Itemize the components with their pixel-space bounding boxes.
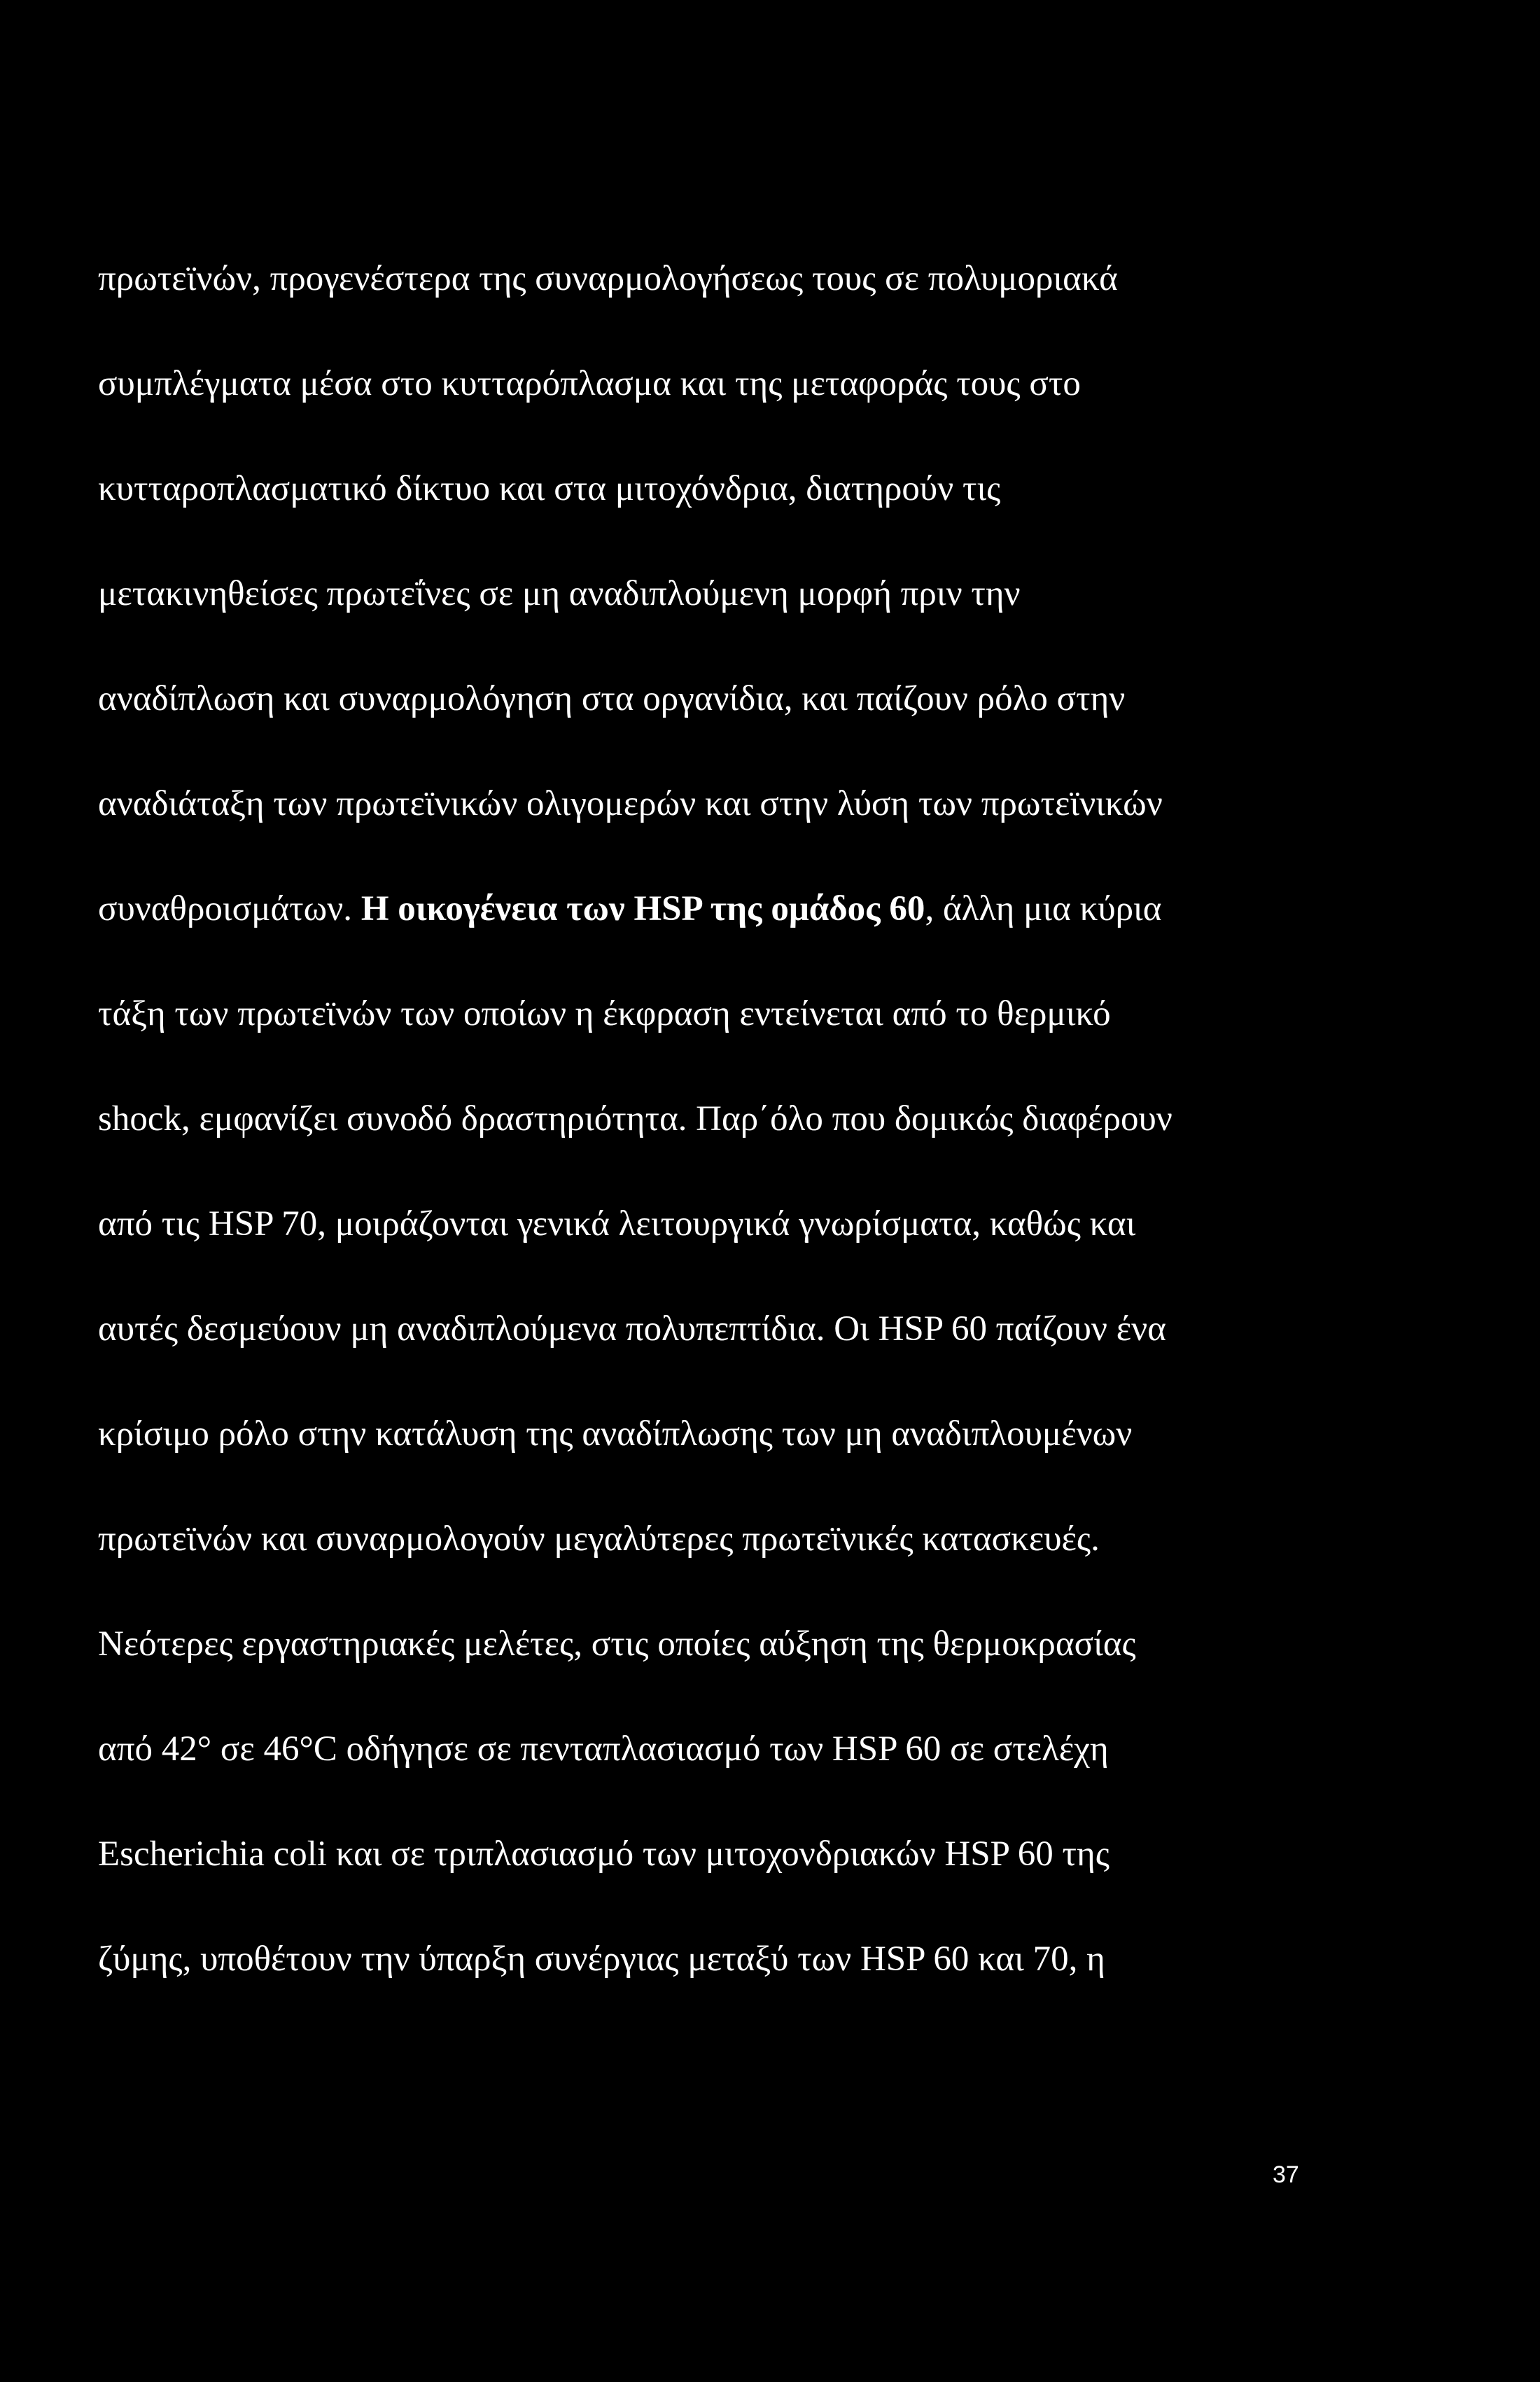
text-line-7-post: , άλλη μια κύρια: [925, 889, 1162, 928]
text-line-13-content: πρωτεϊνών και συναρμολογούν μεγαλύτερες πρωτεϊνικές κατασκευές.: [98, 1519, 1100, 1559]
text-line-17: [98, 1938, 1463, 2043]
text-line-7: [98, 888, 1463, 993]
text-line-12-content: κρίσιμο ρόλο στην κατάλυση της αναδίπλωσης των μη αναδιπλουμένων: [98, 1414, 1133, 1454]
text-line-1: [98, 258, 1463, 363]
text-line-12: [98, 1413, 1463, 1518]
text-line-16-content: Escherichia coli και σε τριπλασιασμό των μιτοχονδριακών HSP 60 της: [98, 1834, 1110, 1874]
text-line-9-content: shock, εμφανίζει συνοδό δραστηριότητα. Παρ΄όλο που δομικώς διαφέρουν: [98, 1099, 1172, 1138]
text-line-7-pre: συναθροισμάτων.: [98, 889, 361, 928]
text-line-11: [98, 1308, 1463, 1413]
text-line-10: [98, 1203, 1463, 1308]
text-line-4: [98, 573, 1463, 678]
page-number: 37: [1273, 2161, 1299, 2188]
text-line-15: [98, 1728, 1463, 1833]
text-line-15-content: από 42° σε 46°C οδήγησε σε πενταπλασιασμό των HSP 60 σε στελέχη: [98, 1729, 1109, 1769]
text-line-13: [98, 1518, 1463, 1623]
text-line-5: [98, 678, 1463, 783]
text-line-5-content: αναδίπλωση και συναρμολόγηση στα οργανίδια, και παίζουν ρόλο στην: [98, 679, 1126, 718]
text-line-10-content: από τις HSP 70, μοιράζονται γενικά λειτουργικά γνωρίσματα, καθώς και: [98, 1204, 1136, 1244]
text-line-3: [98, 468, 1463, 573]
text-line-11-content: αυτές δεσμεύουν μη αναδιπλούμενα πολυπεπτίδια. Οι HSP 60 παίζουν ένα: [98, 1309, 1166, 1349]
text-line-4-content: μετακινηθείσες πρωτεΐνες σε μη αναδιπλούμενη μορφή πριν την: [98, 574, 1021, 613]
text-line-2: [98, 363, 1463, 468]
bold-heading-phrase: Η οικογένεια των HSP της ομάδος 60: [360, 889, 925, 928]
text-line-16: [98, 1833, 1463, 1938]
text-line-6: [98, 783, 1463, 888]
text-line-6-content: αναδιάταξη των πρωτεϊνικών ολιγομερών και στην λύση των πρωτεϊνικών: [98, 784, 1163, 823]
text-line-9: [98, 1098, 1463, 1203]
text-line-8-content: τάξη των πρωτεϊνών των οποίων η έκφραση εντείνεται από το θερμικό: [98, 994, 1111, 1033]
text-line-3-content: κυτταροπλασματικό δίκτυο και στα μιτοχόνδρια, διατηρούν τις: [98, 469, 1001, 508]
text-line-1-content: πρωτεϊνών, προγενέστερα της συναρμολογήσεως τους σε πολυμοριακά: [98, 259, 1118, 298]
text-line-17-content: ζύμης, υποθέτουν την ύπαρξη συνέργιας μεταξύ των HSP 60 και 70, η: [98, 1939, 1105, 1979]
body-text: [98, 258, 1463, 2043]
text-line-8: [98, 993, 1463, 1098]
text-line-2-content: συμπλέγματα μέσα στο κυτταρόπλασμα και της μεταφοράς τους στο: [98, 364, 1081, 403]
text-line-14: [98, 1623, 1463, 1728]
text-line-14-content: Νεότερες εργαστηριακές μελέτες, στις οποίες αύξηση της θερμοκρασίας: [98, 1624, 1136, 1664]
